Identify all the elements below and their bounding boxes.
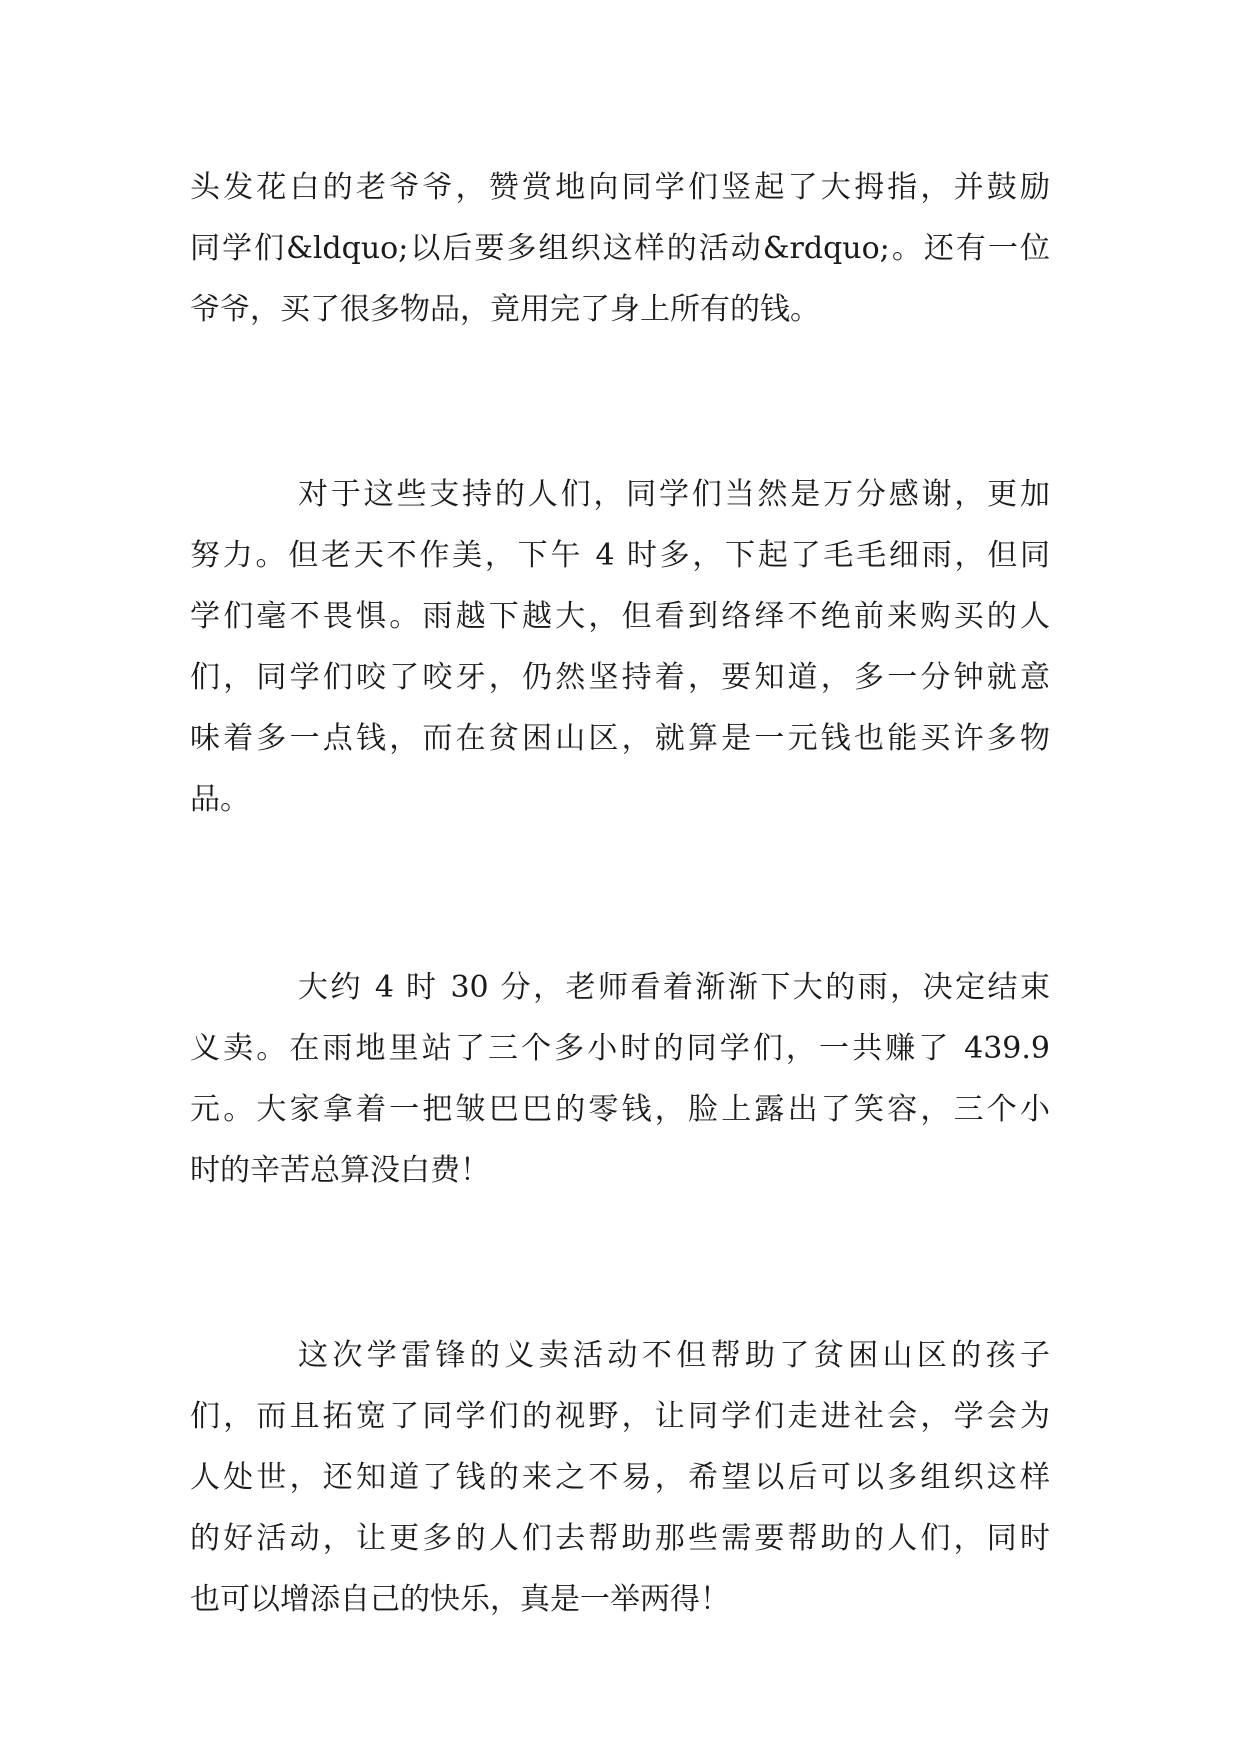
paragraph-1-line-3: 爷爷，买了很多物品，竟用完了身上所有的钱。	[190, 292, 820, 327]
paragraph-2-line-2: 努力。但老天不作美，下午 4 时多，下起了毛毛细雨，但同	[190, 538, 1050, 573]
paragraph-3-line-2: 义卖。在雨地里站了三个多小时的同学们，一共赚了 439.9	[190, 1031, 1050, 1066]
paragraph-4-line-3: 人处世，还知道了钱的来之不易，希望以后可以多组织这样	[190, 1460, 1050, 1495]
paragraph-4-line-5: 也可以增添自己的快乐，真是一举两得！	[190, 1582, 730, 1617]
paragraph-4-line-2: 们，而且拓宽了同学们的视野，让同学们走进社会，学会为	[190, 1399, 1050, 1434]
paragraph-2-line-6: 品。	[190, 782, 250, 817]
paragraph-3-line-3: 元。大家拿着一把皱巴巴的零钱，脸上露出了笑容，三个小	[190, 1092, 1050, 1127]
paragraph-2-line-5: 味着多一点钱，而在贫困山区，就算是一元钱也能买许多物	[190, 721, 1050, 756]
paragraph-2-line-3: 学们毫不畏惧。雨越下越大，但看到络绎不绝前来购买的人	[190, 599, 1050, 634]
paragraph-4-line-4: 的好活动，让更多的人们去帮助那些需要帮助的人们，同时	[190, 1521, 1050, 1556]
paragraph-1-line-1: 头发花白的老爷爷，赞赏地向同学们竖起了大拇指，并鼓励	[190, 170, 1050, 205]
paragraph-2-line-1: 对于这些支持的人们，同学们当然是万分感谢，更加	[298, 477, 1050, 512]
paragraph-1-line-2: 同学们&ldquo;以后要多组织这样的活动&rdquo;。还有一位	[190, 231, 1050, 266]
paragraph-4-line-1: 这次学雷锋的义卖活动不但帮助了贫困山区的孩子	[298, 1338, 1050, 1373]
paragraph-3-line-4: 时的辛苦总算没白费！	[190, 1153, 490, 1188]
paragraph-3-line-1: 大约 4 时 30 分，老师看着渐渐下大的雨，决定结束	[298, 970, 1050, 1005]
paragraph-2-line-4: 们，同学们咬了咬牙，仍然坚持着，要知道，多一分钟就意	[190, 660, 1050, 695]
